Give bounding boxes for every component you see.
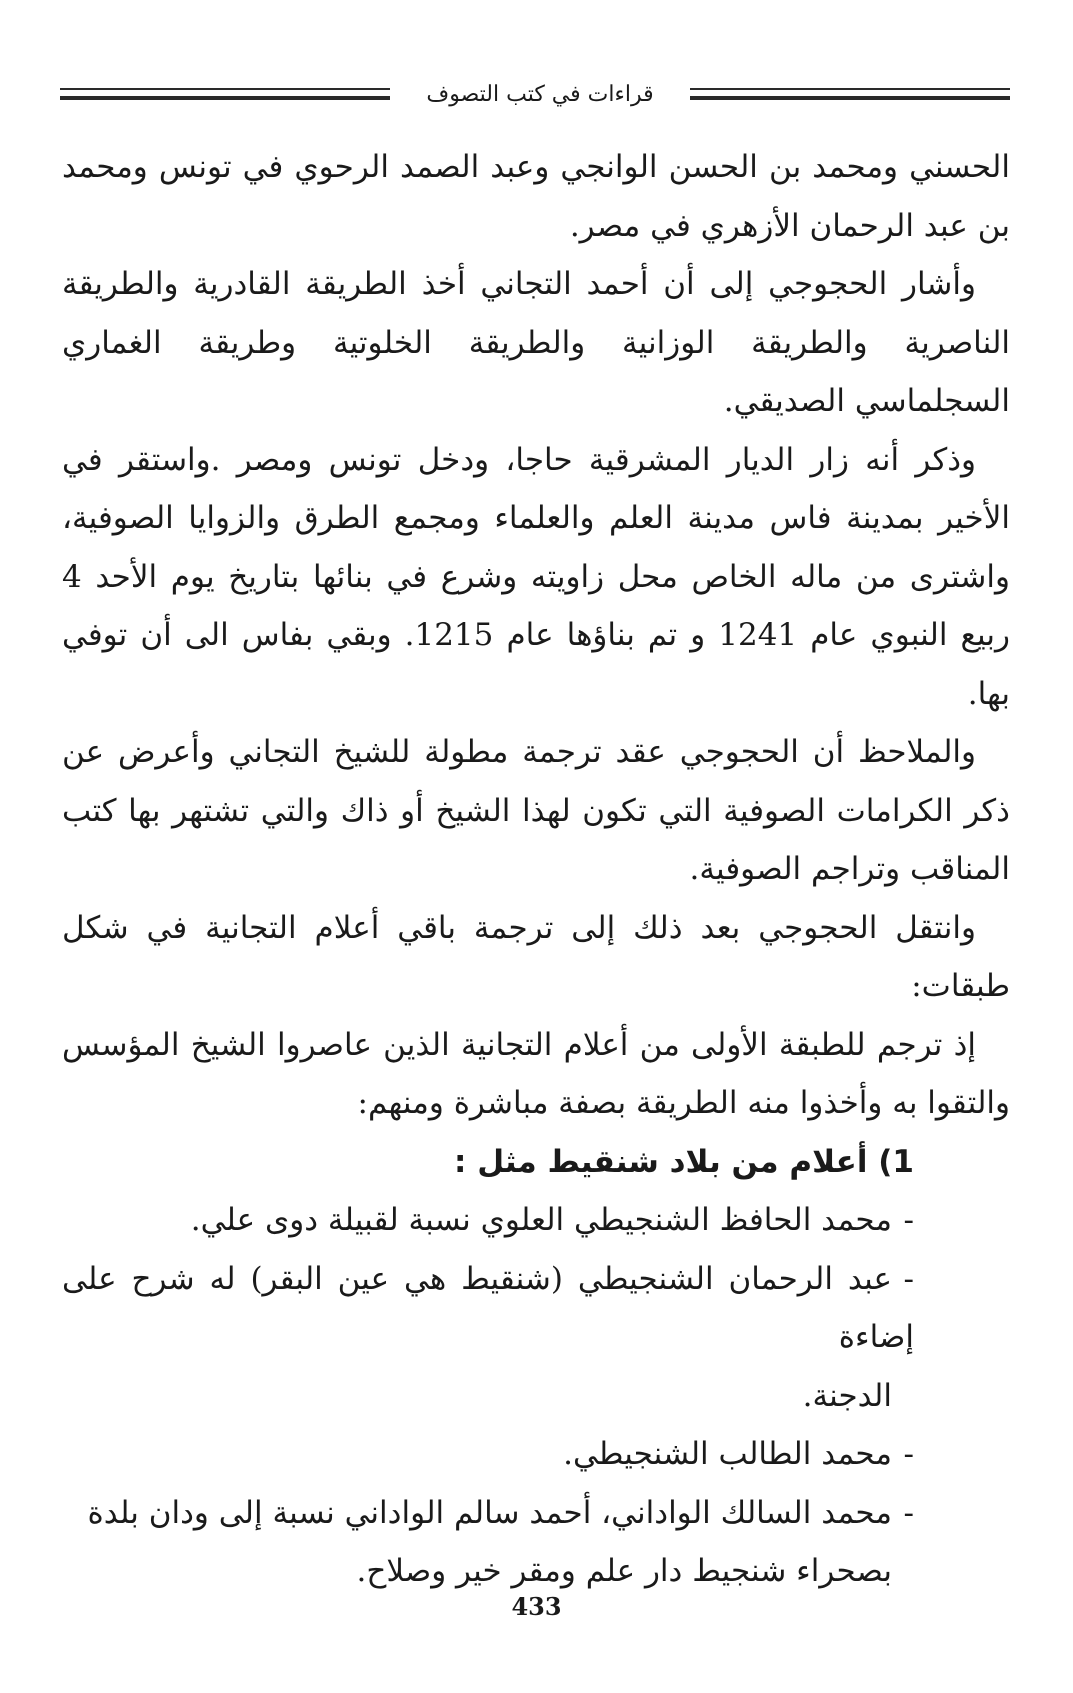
section-heading: 1) أعلام من بلاد شنقيط مثل : [454, 1143, 914, 1180]
paragraph: والملاحظ أن الحجوجي عقد ترجمة مطولة للشيخ التجاني وأعرض عن ذكر الكرامات الصوفية التي تكون لهذا الشيخ أو ذاك والتي تشتهر بها كتب المناقب وتراجم الصوفية. [62, 734, 1010, 887]
list-bullet: - [903, 1260, 914, 1297]
list-item [62, 1425, 1010, 1484]
list-bullet: - [903, 1202, 914, 1238]
paragraph-continuation: الحسني ومحمد بن الحسن الوانجي وعبد الصمد الرحوي في تونس ومحمد بن عبد الرحمان الأزهري في مصر. [62, 149, 1010, 244]
list-item-text: محمد الحافظ الشنجيطي العلوي نسبة لقبيلة دوى علي. [190, 1202, 892, 1238]
list-item [62, 1191, 1010, 1250]
running-header [60, 74, 1010, 114]
paragraph: وانتقل الحجوجي بعد ذلك إلى ترجمة باقي أعلام التجانية في شكل طبقات: [62, 909, 1010, 1004]
paragraph: وذكر أنه زار الديار المشرقية حاجا، ودخل تونس ومصر .واستقر في الأخير بمدينة فاس مدينة العلم والعلماء ومجمع الطرق والزوايا الصوفية، واشترى من ماله الخاص محل زاويته وشرع في بنائها بتاريخ يوم الأحد 4 ربيع النبوي عام 1241 و تم بناؤها عام 1215. وبقي بفاس الى أن توفي بها. [62, 441, 1010, 712]
header-rule-left [60, 88, 390, 100]
body-text [62, 138, 1010, 1601]
paragraph: وأشار الحجوجي إلى أن أحمد التجاني أخذ الطريقة القادرية والطريقة الناصرية والطريقة الوزانية والطريقة الخلوتية وطريقة الغماري السجلماسي الصديقي. [62, 266, 1010, 419]
list-item-text: محمد الطالب الشنجيطي. [563, 1436, 892, 1472]
list-item [62, 1250, 1010, 1426]
list-item-continuation: الدجنة. [802, 1377, 892, 1414]
list-item-text: محمد السالك الواداني، أحمد سالم الواداني نسبة إلى ودان بلدة [87, 1494, 892, 1531]
header-rule-right [690, 88, 1010, 100]
list-item [62, 1484, 1010, 1601]
list-item-text: عبد الرحمان الشنجيطي (شنقيط هي عين البقر) له شرح على إضاءة [62, 1260, 914, 1355]
paragraph: إذ ترجم للطبقة الأولى من أعلام التجانية الذين عاصروا الشيخ المؤسس والتقوا به وأخذوا منه الطريقة بصفة مباشرة ومنهم: [62, 1026, 1010, 1121]
list-bullet: - [903, 1494, 914, 1531]
list-bullet: - [903, 1436, 914, 1472]
header-title: قراءات في كتب التصوف [426, 81, 654, 107]
list-item-continuation: بصحراء شنجيط دار علم ومقر خير وصلاح. [356, 1553, 892, 1589]
page-number: 433 [511, 1592, 562, 1621]
